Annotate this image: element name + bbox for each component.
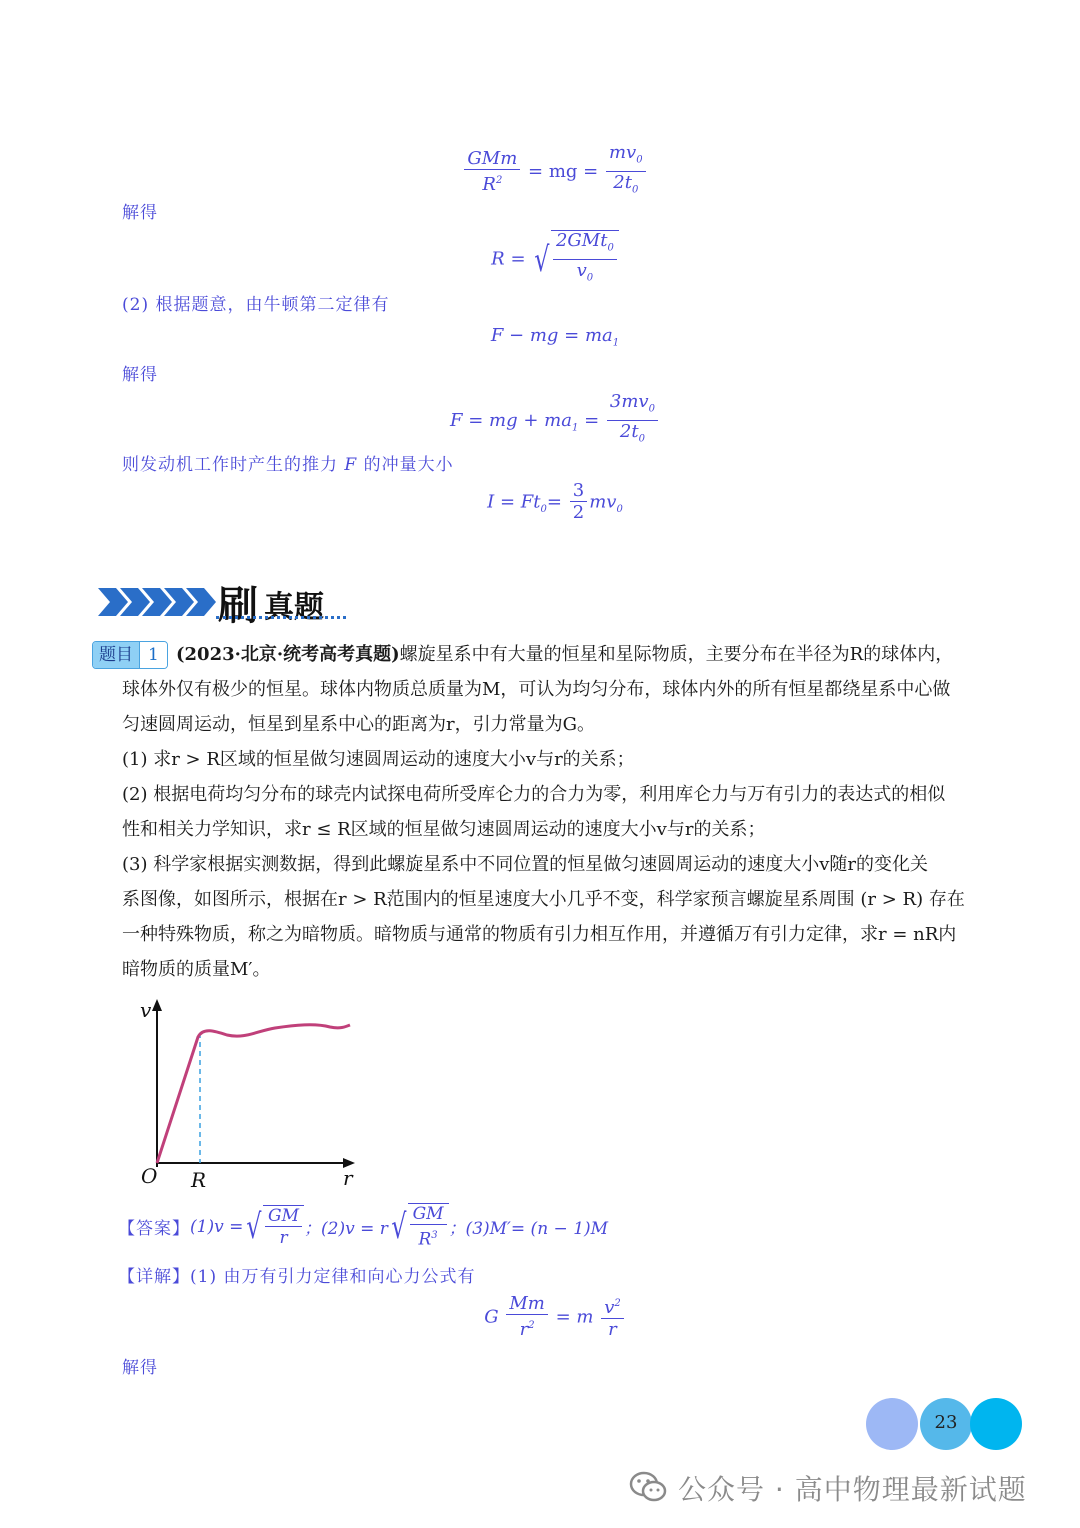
question-line: (1) 求r > R区域的恒星做匀速圆周运动的速度大小v与r的关系； bbox=[122, 749, 635, 770]
equation-5: $I = Ft_0=$ $\frac{3}{2}$ $mv_0$ bbox=[487, 480, 623, 523]
equation-3: F − mg = $ma_1$ bbox=[490, 325, 620, 349]
impulse-text: 则发动机工作时产生的推力 F 的冲量大小 bbox=[122, 455, 454, 475]
page-number: 23 bbox=[934, 1412, 958, 1433]
page-circle-left bbox=[866, 1398, 918, 1450]
jiede-label-3: 解得 bbox=[122, 1358, 158, 1378]
watermark-text: 公众号 · 高中物理最新试题 bbox=[678, 1473, 1027, 1506]
section-title-big: 刷 bbox=[218, 583, 258, 629]
question-line-0: 螺旋星系中有大量的恒星和星际物质，主要分布在半径为R的球体内， bbox=[399, 644, 954, 665]
origin-label: O bbox=[141, 1164, 158, 1188]
section-underline bbox=[216, 616, 346, 619]
question-first-line bbox=[176, 637, 953, 672]
y-axis-arrow-icon bbox=[152, 999, 162, 1011]
question-tag-number: 1 bbox=[139, 642, 167, 668]
question-line: 系图像，如图所示，根据在r > R范围内的恒星速度大小几乎不变，科学家预言螺旋星系周围 (r > R) 存在 bbox=[122, 889, 965, 910]
question-body bbox=[122, 672, 982, 987]
equation-2: R = √ $\frac{2GMt_0}{v_0}$ bbox=[0, 230, 1080, 289]
question-line: 一种特殊物质，称之为暗物质。暗物质与通常的物质有引力相互作用，并遵循万有引力定律，求r = nR内 bbox=[122, 924, 957, 945]
part2-text: (2) 根据题意，由牛顿第二定律有 bbox=[122, 295, 390, 315]
jiede-label-1: 解得 bbox=[122, 203, 158, 223]
equation-1: $\frac{\text{GMm}}{R^2}$ = mg = $\frac{mv_0}{2t_0}$ bbox=[0, 143, 1080, 201]
equation-4: F = mg + $ma_1$ = $\frac{3mv_0}{2t_0}$ bbox=[0, 392, 1080, 450]
question-line: (3) 科学家根据实测数据，得到此螺旋星系中不同位置的恒星做匀速圆周运动的速度大小v随r的变化关 bbox=[122, 854, 928, 875]
question-line: 球体外仅有极少的恒星。球体内物质总质量为M，可认为均匀分布，球体内外的所有恒星都绕星系中心做 bbox=[122, 679, 951, 700]
x-axis-label: r bbox=[343, 1166, 353, 1190]
answer-label: 【答案】 bbox=[118, 1219, 190, 1240]
velocity-curve bbox=[157, 1025, 350, 1163]
r-mark-label: R bbox=[191, 1168, 207, 1192]
y-axis-label: v bbox=[140, 998, 152, 1022]
answer-line: 【答案】 (1)v = √ $\frac{GM}{r}$ ；(2)v = r √ $\frac{GM}{R^3}$ ；(3)M′= (n − 1)M bbox=[118, 1204, 609, 1250]
question-line: (2) 根据电荷均匀分布的球壳内试探电荷所受库仑力的合力为零，利用库仑力与万有引力的表达式的相似 bbox=[122, 784, 946, 805]
chevron-arrows-icon bbox=[98, 582, 218, 622]
section-banner bbox=[98, 580, 348, 629]
question-line: 匀速圆周运动，恒星到星系中心的距离为r，引力常量为G。 bbox=[122, 714, 595, 735]
jiede-label-2: 解得 bbox=[122, 365, 158, 385]
question-tag-label: 题目 bbox=[93, 642, 139, 668]
question-line: 性和相关力学知识，求r ≤ R区域的恒星做匀速圆周运动的速度大小v与r的关系； bbox=[122, 819, 766, 840]
section-title: 真题 bbox=[264, 590, 324, 625]
equation-6: G $\frac{Mm}{r^2}$ = m $\frac{v^2}{r}$ bbox=[0, 1294, 1080, 1341]
page-circle-right bbox=[970, 1398, 1022, 1450]
wechat-icon bbox=[628, 1468, 668, 1504]
detail-label: 【详解】 bbox=[118, 1267, 190, 1287]
question-line: 暗物质的质量M′。 bbox=[122, 959, 271, 980]
question-source: (2023·北京·统考高考真题) bbox=[176, 644, 400, 665]
velocity-graph bbox=[135, 995, 365, 1195]
question-tag bbox=[92, 641, 168, 669]
detail-line: 【详解】(1) 由万有引力定律和向心力公式有 bbox=[118, 1267, 476, 1287]
